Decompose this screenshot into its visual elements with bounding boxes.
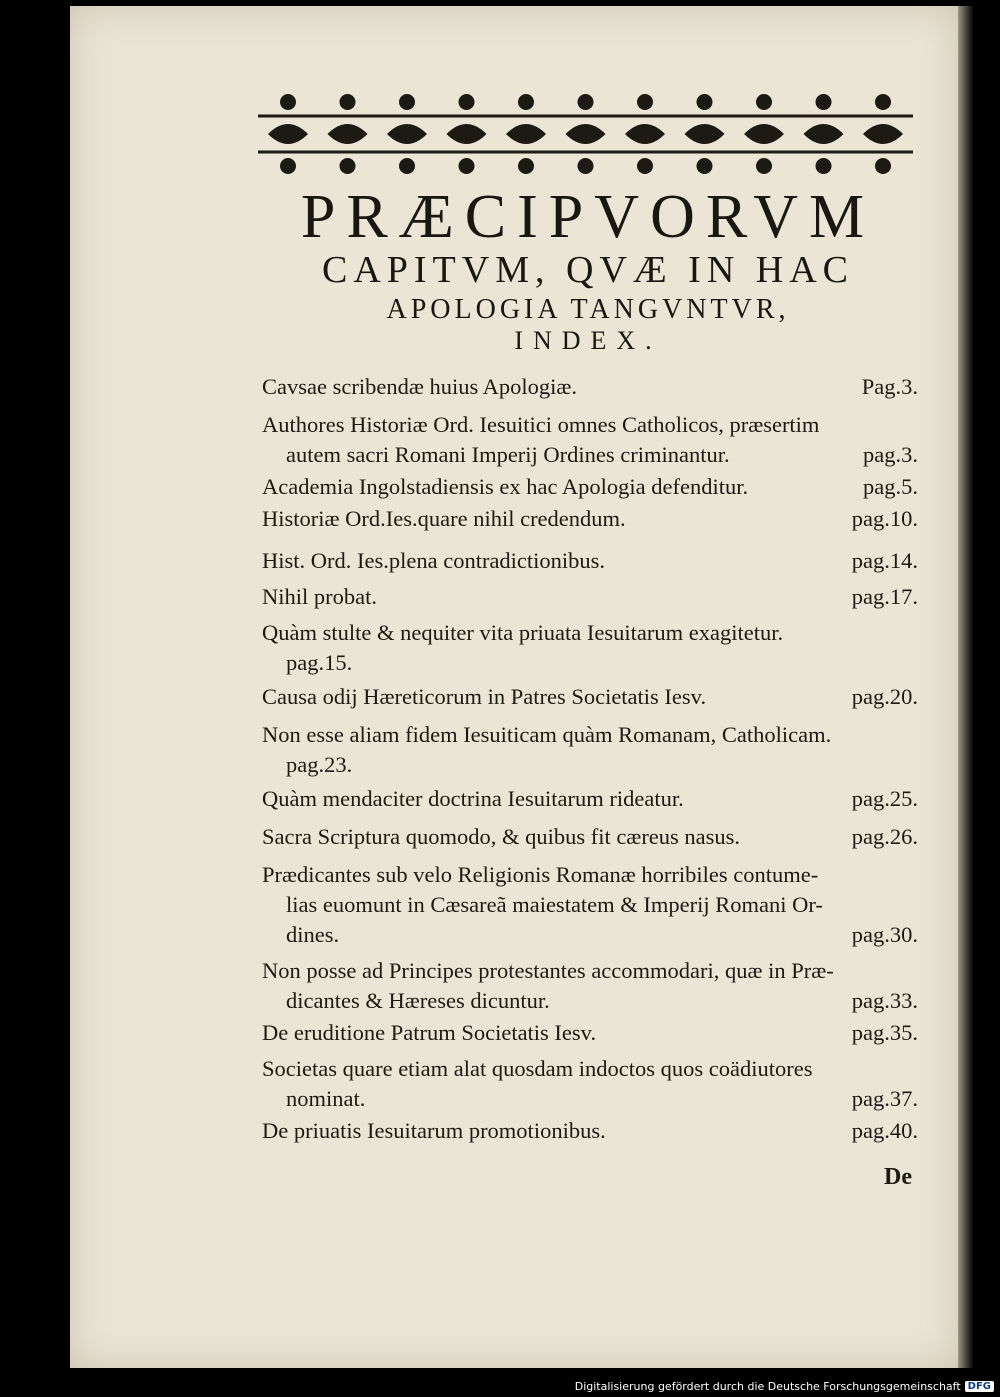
index-title-line-4: INDEX. [514,326,662,355]
index-entry [262,822,918,852]
ornament-leaf [447,124,487,144]
index-entry [262,1018,918,1048]
entry-text-line: Authores Historiæ Ord. Iesuitici omnes Catholicos, præsertim [262,412,820,437]
entry-page-ref: pag.26. [851,824,918,849]
entry-text-line: Nihil probat. pag.17. [262,582,918,612]
index-entry [262,504,918,534]
index-entry [262,720,918,780]
index-entry [262,472,918,502]
ornamental-headpiece [258,88,913,180]
index-title-line-1: PRÆCIPVORVM [300,183,876,251]
entry-text-line: Cavsae scribendæ huius Apologiæ. Pag.3. [262,372,918,402]
ornament-flourish [697,158,713,174]
ornament-leaf [566,124,606,144]
ornament-leaf [804,124,844,144]
ornament-flourish [816,158,832,174]
entry-text-line: dicantes & Hæreses dicuntur. pag.33. [262,986,918,1016]
index-title-line-3: APOLOGIA TANGVNTVR, [386,294,790,325]
entry-text-line: lias euomunt in Cæsareã maiestatem & Imperij Romani Or- [286,892,823,917]
index-entry [262,546,918,576]
ornament-flourish [637,94,653,110]
index-entry [262,784,918,814]
entry-page-ref: pag.3. [863,442,918,467]
ornament-flourish [697,94,713,110]
index-title-line-2: CAPITVM, QVÆ IN HAC [321,249,855,291]
entry-text-line: Quàm mendaciter doctrina Iesuitarum rideatur. pag.25. [262,784,918,814]
index-entry [262,1116,918,1146]
ornament-flourish [280,94,296,110]
ornament-flourish [459,94,475,110]
ornament-flourish [756,158,772,174]
index-entry [262,618,918,678]
entry-text-line: dines. pag.30. [262,920,918,950]
entry-page-ref: pag.20. [851,684,918,709]
entry-text-line: Historiæ Ord.Ies.quare nihil credendum. pag.10. [262,504,918,534]
index-entry [262,582,918,612]
ornament-leaf [506,124,546,144]
catchword: De [884,1164,912,1190]
ornament-leaf [387,124,427,144]
entry-page-ref: pag.33. [851,988,918,1013]
ornament-flourish [816,94,832,110]
dfg-logo: DFG [965,1381,994,1392]
ornament-leaf [744,124,784,144]
entry-text-line: Non posse ad Principes protestantes accommodari, quæ in Præ- [262,958,834,983]
page-edge [958,6,974,1368]
index-entry [262,682,918,712]
ornament-flourish [340,94,356,110]
ornament-flourish [875,158,891,174]
entry-text-line: De eruditione Patrum Societatis Iesv. pag.35. [262,1018,918,1048]
entry-text-line: autem sacri Romani Imperij Ordines criminantur. pag.3. [262,440,918,470]
ornament-leaf [268,124,308,144]
entry-page-ref: pag.40. [851,1118,918,1143]
ornament-leaf [863,124,903,144]
entry-text-line: Hist. Ord. Ies.plena contradictionibus. pag.14. [262,546,918,576]
ornament-flourish [518,94,534,110]
ornament-flourish [399,158,415,174]
entry-text-line: Causa odij Hæreticorum in Patres Societatis Iesv. pag.20. [262,682,918,712]
entry-text-line: nominat. pag.37. [262,1084,918,1114]
ornament-flourish [578,94,594,110]
ornament-leaf [685,124,725,144]
entry-page-ref: pag.35. [851,1020,918,1045]
ornament-flourish [280,158,296,174]
index-entry [262,860,918,950]
ornament-leaf [625,124,665,144]
index-entry [262,372,918,402]
entry-text-line: Sacra Scriptura quomodo, & quibus fit cæreus nasus. pag.26. [262,822,918,852]
entry-page-ref: pag.17. [851,584,918,609]
entry-page-ref: pag.37. [851,1086,918,1111]
entry-page-ref: pag.10. [851,506,918,531]
ornament-flourish [518,158,534,174]
entry-text-line: pag.23. [286,752,353,777]
ornament-leaf [328,124,368,144]
ornament-flourish [459,158,475,174]
entry-text-line: Academia Ingolstadiensis ex hac Apologia defenditur. pag.5. [262,472,918,502]
entry-text-line: Quàm stulte & nequiter vita priuata Iesuitarum exagitetur. [262,620,784,645]
ornament-flourish [578,158,594,174]
entry-text-line: Non esse aliam fidem Iesuiticam quàm Romanam, Catholicam. [262,722,832,747]
index-entry [262,956,918,1016]
ornament-flourish [340,158,356,174]
footer-credit [575,1380,994,1393]
footer-text: Digitalisierung gefördert durch die Deutsche Forschungsgemeinschaft [574,1380,961,1393]
entry-text-line: pag.15. [286,650,353,675]
entry-page-ref: Pag.3. [861,374,918,399]
ornament-flourish [399,94,415,110]
ornament-flourish [637,158,653,174]
entry-page-ref: pag.14. [851,548,918,573]
index-entry [262,1054,918,1114]
entry-text-line: Societas quare etiam alat quosdam indoctos quos coädiutores [262,1056,813,1081]
entry-page-ref: pag.30. [851,922,918,947]
entry-text-line: De priuatis Iesuitarum promotionibus. pag.40. [262,1116,918,1146]
ornament-flourish [875,94,891,110]
entry-page-ref: pag.25. [851,786,918,811]
entry-page-ref: pag.5. [863,474,918,499]
index-entry [262,410,918,470]
ornament-flourish [756,94,772,110]
entry-text-line: Prædicantes sub velo Religionis Romanæ horribiles contume- [262,862,819,887]
